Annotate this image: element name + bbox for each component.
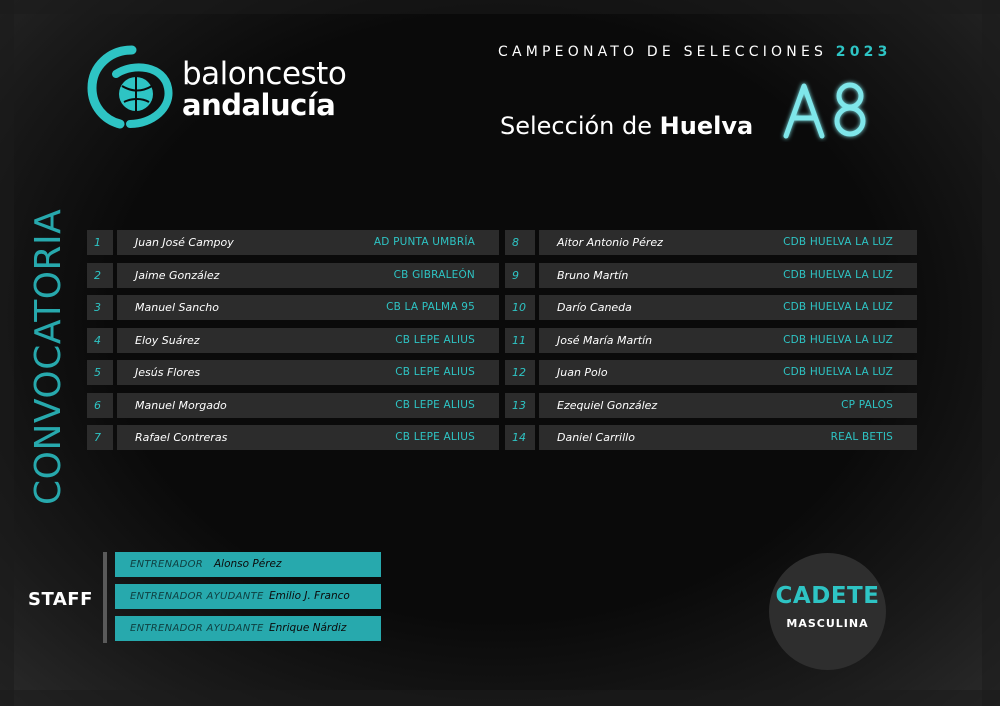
selection-title [500, 112, 753, 140]
player-box [117, 230, 499, 255]
player-box [539, 328, 917, 353]
championship-year: 2023 [835, 44, 892, 60]
grunge-edge-left [0, 0, 14, 706]
player-club: CDB HUELVA LA LUZ [783, 236, 893, 248]
basketball-swoosh-icon [86, 44, 178, 130]
player-club: CB LEPE ALIUS [395, 333, 475, 346]
player-club: CB LEPE ALIUS [395, 366, 475, 378]
player-number: 4 [87, 328, 113, 353]
player-club: CB LEPE ALIUS [395, 398, 475, 411]
player-box [539, 230, 917, 255]
player-number: 14 [505, 425, 535, 450]
player-club: CDB HUELVA LA LUZ [783, 268, 893, 281]
player-number: 10 [505, 295, 535, 320]
player-number: 13 [505, 393, 535, 418]
player-box [117, 425, 499, 450]
player-box [539, 263, 917, 288]
player-club: CP PALOS [841, 398, 893, 411]
player-name: Ezequiel González [557, 398, 658, 412]
roster-row [505, 230, 917, 255]
player-number: 2 [87, 263, 113, 288]
staff-divider [103, 552, 107, 643]
grunge-edge-bottom [0, 690, 1000, 706]
staff-name: Alonso Pérez [214, 558, 282, 570]
player-name: Juan José Campoy [135, 236, 234, 249]
staff-role: ENTRENADOR AYUDANTE [130, 591, 264, 602]
category-subtitle: MASCULINA [786, 617, 869, 630]
player-number: 12 [505, 360, 535, 385]
player-number: 6 [87, 393, 113, 418]
player-name: Jesús Flores [135, 366, 201, 379]
player-number: 3 [87, 295, 113, 320]
category-badge [769, 553, 886, 670]
player-box [539, 295, 917, 320]
player-name: Manuel Sancho [135, 301, 219, 314]
player-name: Jaime González [135, 268, 220, 282]
selection-name: Huelva [659, 112, 754, 140]
staff-label: STAFF [28, 589, 93, 610]
player-club: AD PUNTA UMBRÍA [373, 236, 475, 248]
player-number: 8 [505, 230, 535, 255]
staff-name: Emilio J. Franco [269, 590, 350, 602]
roster-row [87, 263, 499, 288]
logo-text-andalucia: andalucía [182, 88, 336, 122]
grunge-edge-top [0, 0, 1000, 14]
roster-column-right [505, 230, 917, 458]
player-number: 11 [505, 328, 535, 353]
player-name: Eloy Suárez [135, 333, 200, 347]
player-box [539, 393, 917, 418]
staff-name: Enrique Nárdiz [269, 622, 347, 634]
selection-prefix: Selección de [500, 112, 653, 140]
roster-row [87, 425, 499, 450]
roster-row [505, 328, 917, 353]
player-club: CB GIBRALEÓN [393, 268, 475, 281]
roster-row [87, 230, 499, 255]
roster-row [505, 295, 917, 320]
staff-list [115, 552, 381, 648]
player-box [539, 360, 917, 385]
player-club: REAL BETIS [830, 431, 893, 443]
player-name: Bruno Martín [557, 268, 629, 282]
staff-row [115, 584, 381, 609]
staff-row [115, 552, 381, 577]
player-club: CB LA PALMA 95 [386, 301, 475, 313]
player-box [117, 393, 499, 418]
player-number: 5 [87, 360, 113, 385]
federation-logo [86, 44, 346, 130]
roster-row [505, 425, 917, 450]
roster-row [87, 393, 499, 418]
player-name: Manuel Morgado [135, 398, 227, 412]
player-box [117, 328, 499, 353]
player-number: 1 [87, 230, 113, 255]
player-name: Rafael Contreras [135, 431, 228, 444]
roster-row [505, 360, 917, 385]
staff-role: ENTRENADOR AYUDANTE [130, 623, 264, 634]
player-number: 9 [505, 263, 535, 288]
category-title: CADETE [775, 583, 880, 609]
player-box [117, 295, 499, 320]
staff-role: ENTRENADOR [130, 559, 204, 570]
roster-row [87, 328, 499, 353]
player-box [539, 425, 917, 450]
player-name: Aitor Antonio Pérez [557, 236, 663, 249]
championship-title [498, 44, 892, 60]
player-box [117, 263, 499, 288]
roster-row [87, 295, 499, 320]
player-club: CB LEPE ALIUS [395, 431, 475, 443]
player-number: 7 [87, 425, 113, 450]
player-club: CDB HUELVA LA LUZ [783, 301, 893, 313]
roster-row [87, 360, 499, 385]
roster-column-left [87, 230, 499, 458]
convocatoria-title: CONVOCATORIA [28, 208, 69, 505]
roster-row [505, 263, 917, 288]
championship-text: CAMPEONATO DE SELECCIONES [498, 44, 828, 60]
A8-logo-icon [778, 76, 872, 142]
grunge-edge-right [982, 0, 1000, 706]
player-name: Darío Caneda [557, 301, 632, 314]
player-club: CDB HUELVA LA LUZ [783, 366, 893, 378]
player-name: Juan Polo [557, 366, 608, 379]
player-box [117, 360, 499, 385]
staff-row [115, 616, 381, 641]
roster-row [505, 393, 917, 418]
player-name: José María Martín [557, 333, 653, 347]
player-name: Daniel Carrillo [557, 431, 635, 444]
player-club: CDB HUELVA LA LUZ [783, 333, 893, 346]
logo-text-baloncesto: baloncesto [182, 56, 347, 92]
